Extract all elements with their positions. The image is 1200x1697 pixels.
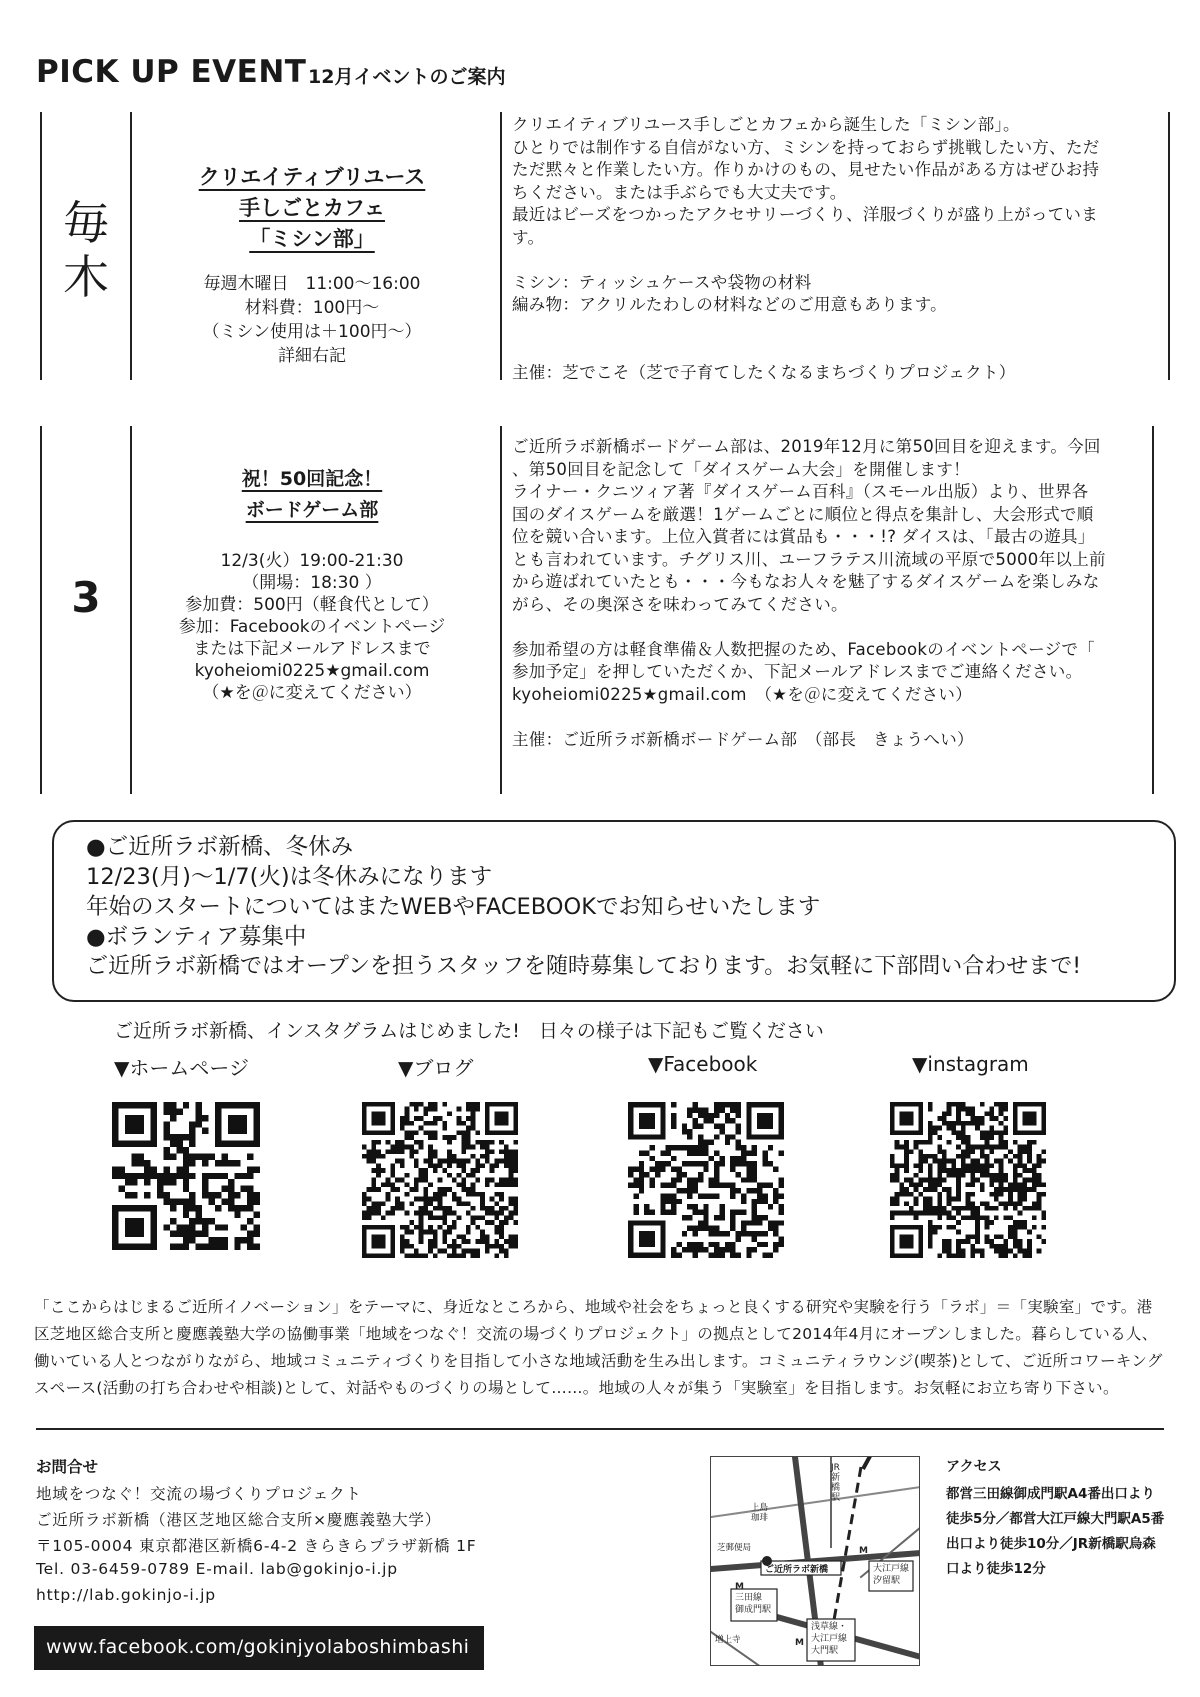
facebook-qr-code[interactable]: [628, 1102, 784, 1258]
notice-line: 12/23(月)〜1/7(火)は冬休みになります: [86, 864, 493, 890]
contact-phone-email: Tel. 03-6459-0789 E-mail. lab@gokinjo-i.jp: [36, 1560, 398, 1578]
blog-label: ▼ブログ: [398, 1056, 474, 1080]
map-label-jr: JR 新 橋 駅: [831, 1463, 841, 1503]
access-text: 都営三田線御成門駅A4番出口より徒歩5分／都営大江戸線大門駅A5番出口より徒歩10分／JR新橋駅烏森口より徒歩12分: [946, 1486, 1165, 1577]
map-label-oedo: 大江戸線 汐留駅: [873, 1564, 910, 1586]
homepage-qr-code[interactable]: [112, 1102, 260, 1250]
event-description: ご近所ラボ新橋ボードゲーム部は、2019年12月に第50回目を迎えます。今回 、第50回目を記念して「ダイスゲーム大会」を開催します！ ライナー・クニツィア著『ダイスゲーム百科』（スモール出版）より、世界各 国のダイスゲームを厳選！1ゲームごとに順位と得点を集計し、大会形式で順 位を競い合います。上位入賞者には賞品も・・・!? ダイスは、「最古の遊具」 とも言われています。チグリス川、ユーフラテス川流域の平原で5000年以上前 から遊ばれていたとも・・・今もなお人々を魅了するダイスゲームを楽しみな がら、その奥深さを味わってみてください。 参加希望の方は軽食準備＆人数把握のため、Facebookのイベントページで「 参加予定」を押していただくか、下記メールアドレスまでご連絡ください。 kyoheiomi0225★gmail.com （★を＠に変えてください） 主催：ご近所ラボ新橋ボードゲーム部 （部長 きょうへい）: [512, 437, 1106, 749]
svg-text:M: M: [735, 1582, 744, 1592]
event-title: クリエイティブリユース 手しごとカフェ 「ミシン部」: [198, 165, 426, 251]
contact-project: 地域をつなぐ！交流の場づくりプロジェクト: [36, 1485, 362, 1503]
notice-line: 年始のスタートについてはまたWEBやFACEBOOKでお知らせいたします: [86, 894, 821, 920]
map-label-lab: ご近所ラボ新橋: [765, 1565, 829, 1575]
access-heading: アクセス: [946, 1459, 1002, 1475]
about-paragraph: 「ここからはじまるご近所イノベーション」をテーマに、身近なところから、地域や社会をちょっと良くする研究や実験を行う「ラボ」＝「実験室」です。港区芝地区総合支所と慶應義塾大学の協働事業「地域をつなぐ！交流の場づくりプロジェクト」の拠点として2014年4月にオープンしました。暮らしている人、働いている人とつながりながら、地域コミュニティづくりを目指して小さな地域活動を生み出します。コミュニティラウンジ(喫茶)として、ご近所コワーキングスペース(活動の打ち合わせや相談)として、対話やものづくりの場として……。地域の人々が集う「実験室」を目指します。お気軽にお立ち寄り下さい。: [34, 1298, 1163, 1397]
page-title: PICK UP EVENT: [36, 54, 307, 90]
svg-text:M: M: [795, 1638, 804, 1648]
notice-line: ●ボランティア募集中: [86, 924, 307, 950]
access-map: [710, 1456, 920, 1666]
notice-box: [52, 820, 1176, 1002]
notice-line: ●ご近所ラボ新橋、冬休み: [86, 834, 354, 860]
facebook-url-bar[interactable]: www.facebook.com/gokinjyolaboshimbashi: [34, 1626, 484, 1670]
instagram-label: ▼instagram: [912, 1052, 1029, 1076]
page-subtitle: 12月イベントのご案内: [308, 66, 506, 88]
map-label-zojoji: 増上寺: [715, 1635, 741, 1645]
divider: [36, 1428, 1164, 1430]
contact-org: ご近所ラボ新橋（港区芝地区総合支所×慶應義塾大学）: [36, 1511, 441, 1529]
map-label-mita: 三田線 御成門駅: [735, 1593, 772, 1615]
svg-text:M: M: [859, 1546, 868, 1556]
facebook-label: ▼Facebook: [648, 1052, 758, 1076]
event-info: 毎週木曜日 11:00〜16:00 材料費：100円〜 （ミシン使用は＋100円〜） 詳細右記: [202, 274, 422, 366]
event-info: 12/3(火）19:00-21:30 （開場：18:30 ） 参加費：500円（軽食代として） 参加：Facebookのイベントページ または下記メールアドレスまで kyoheiomi0225★gmail.com （★を＠に変えてください）: [178, 551, 446, 703]
map-label-post: 芝郵便局: [717, 1543, 752, 1553]
contact-website[interactable]: http://lab.gokinjo-i.jp: [36, 1586, 216, 1604]
map-label-ueshima: 上島 珈琲: [751, 1503, 769, 1523]
notice-line: ご近所ラボ新橋ではオープンを担うスタッフを随時募集しております。お気軽に下部問い合わせまで!: [86, 954, 1082, 979]
contact-heading: お問合せ: [36, 1458, 99, 1476]
blog-qr-code[interactable]: [362, 1102, 518, 1258]
instagram-intro: ご近所ラボ新橋、インスタグラムはじめました! 日々の様子は下記もご覧ください: [114, 1020, 824, 1042]
event-day: 毎 木: [63, 196, 109, 304]
event-title: 祝！50回記念！ ボードゲーム部: [241, 468, 383, 521]
contact-address: 〒105-0004 東京都港区新橋6-4-2 きらきらプラザ新橋 1F: [36, 1537, 477, 1555]
event-description: クリエイティブリユース手しごとカフェから誕生した「ミシン部」。 ひとりでは制作する自信がない方、ミシンを持っておらず挑戦したい方、ただ ただ黙々と作業したい方。作りかけのもの、見せたい作品がある方はぜひお持 ちください。または手ぶらでも大丈夫です。 最近はビーズをつかったアクセサリーづくり、洋服づくりが盛り上がっていま す。 ミシン：ティッシュケースや袋物の材料 編み物：アクリルたわしの材料などのご用意もあります。 主催：芝でこそ（芝で子育てしたくなるまちづくりプロジェクト）: [512, 115, 1100, 382]
event-day: 3: [71, 573, 101, 622]
map-label-asakusa: 浅草線・ 大江戸線 大門駅: [811, 1622, 848, 1656]
instagram-qr-code[interactable]: [890, 1102, 1046, 1258]
homepage-label: ▼ホームページ: [114, 1056, 249, 1080]
